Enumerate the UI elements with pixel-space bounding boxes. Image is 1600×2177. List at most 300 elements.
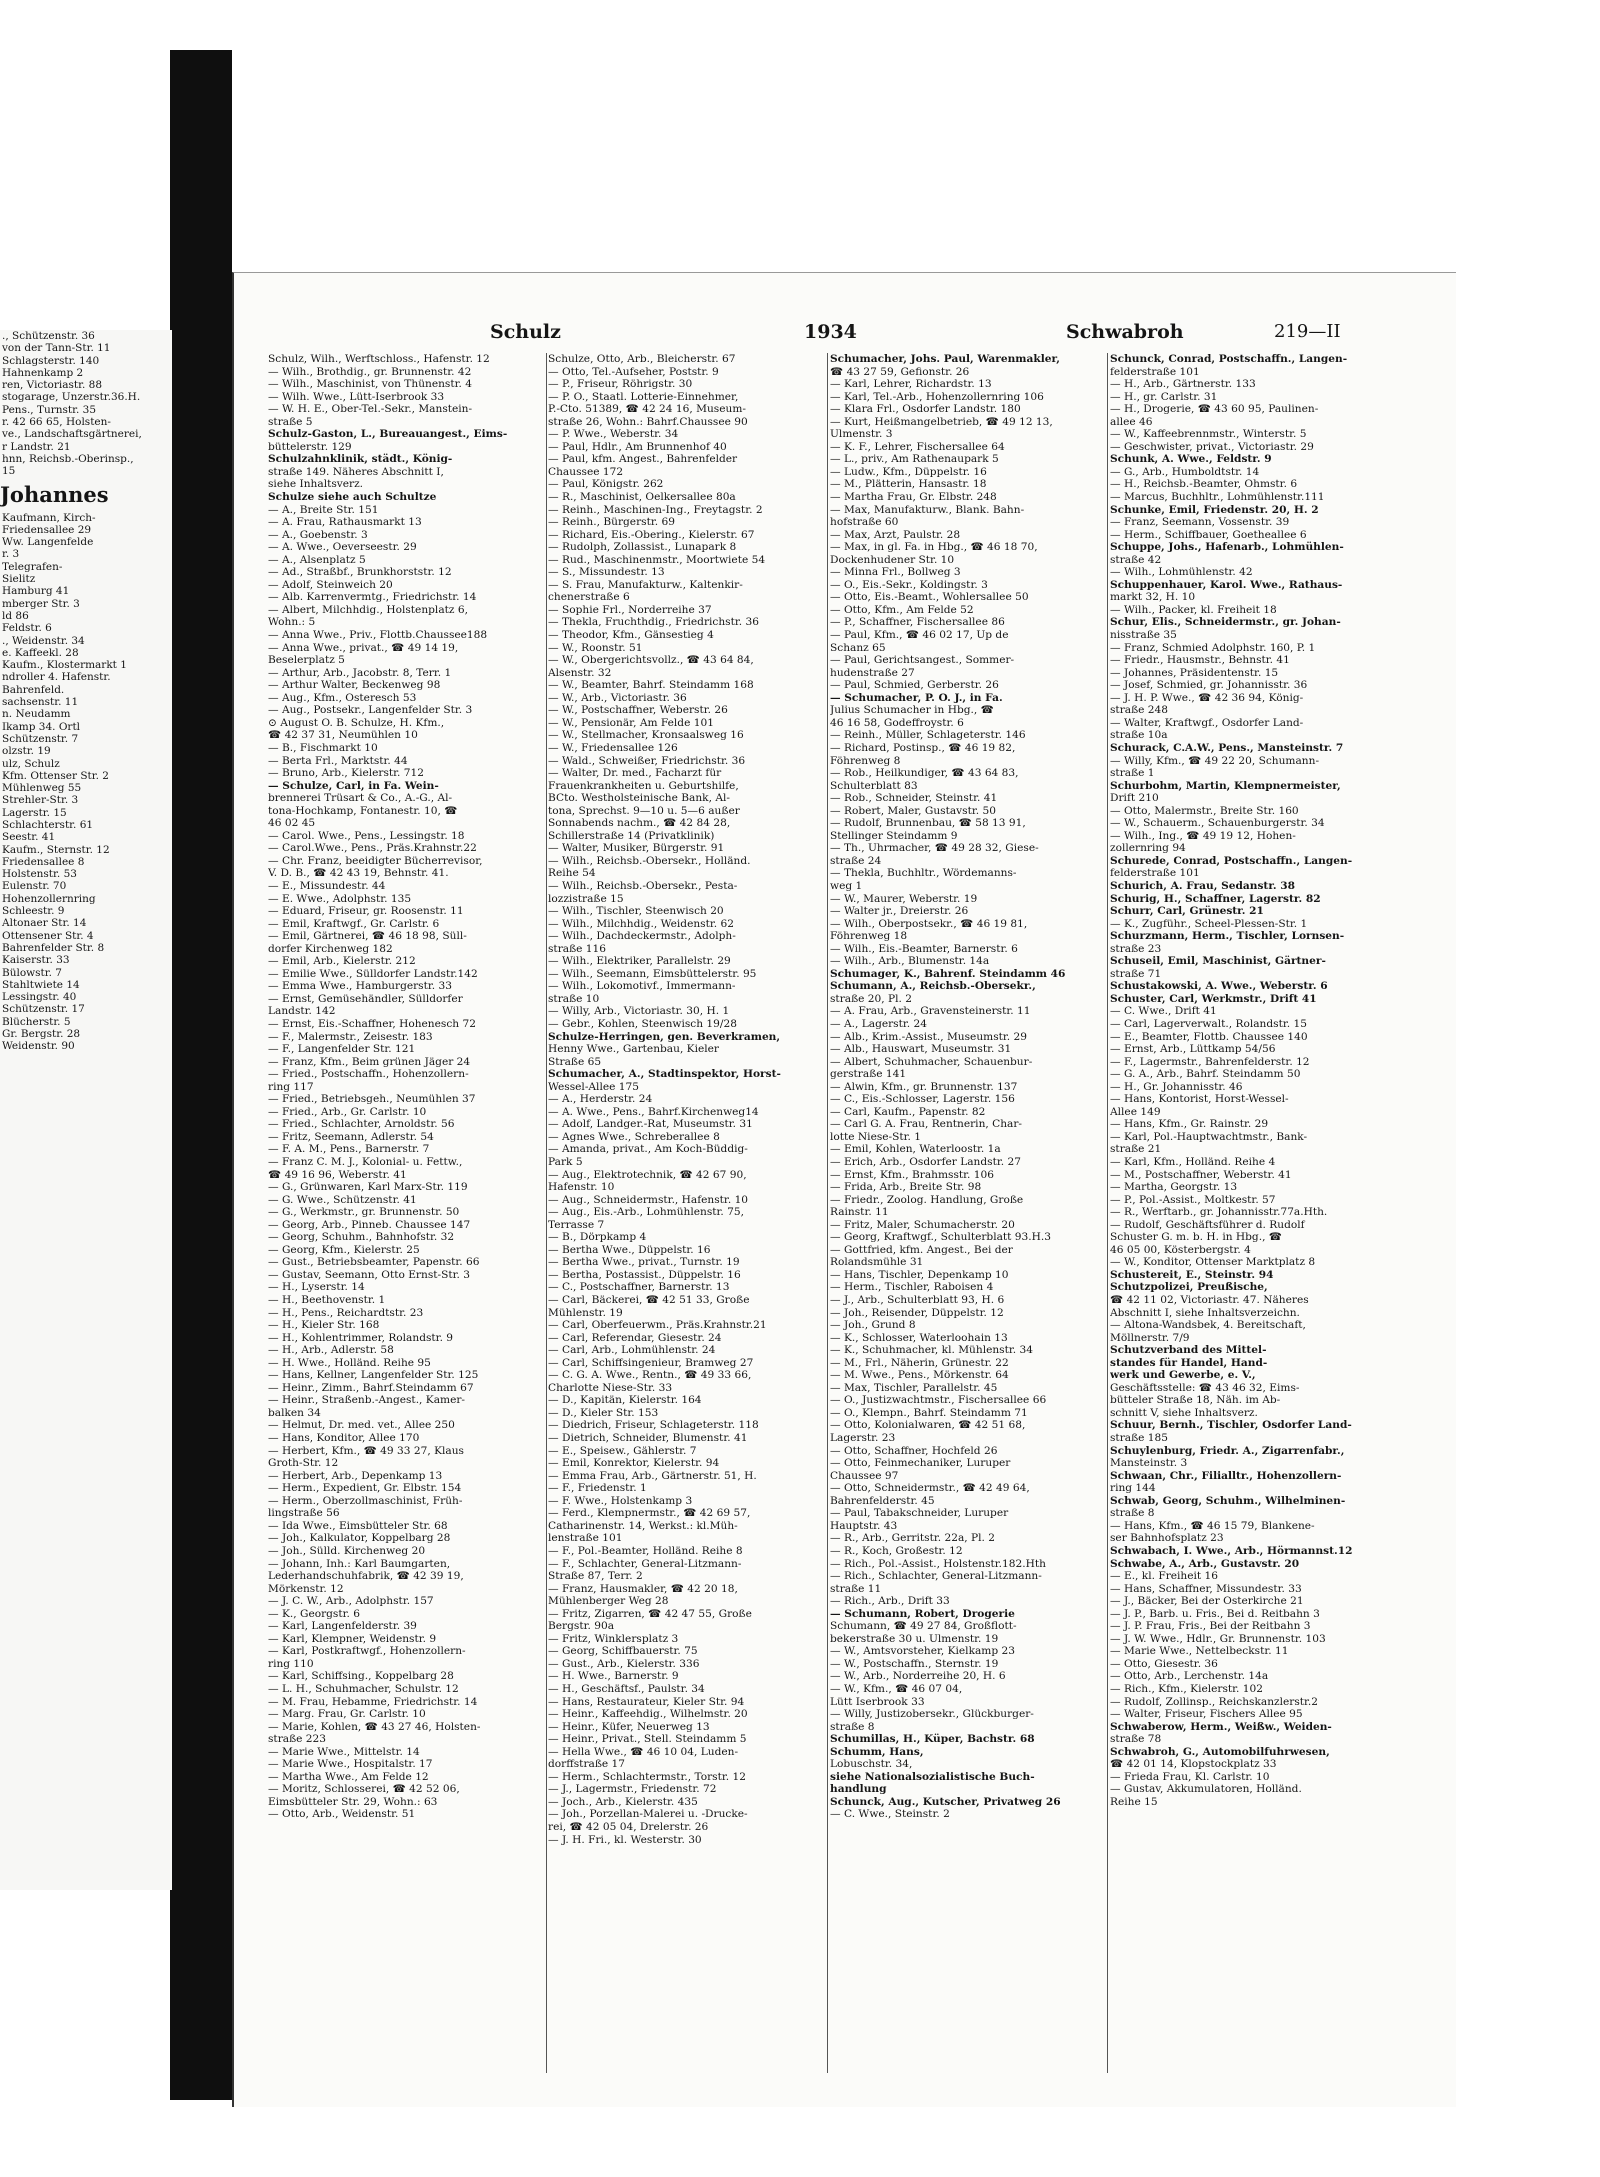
directory-entry-line: — Otto, Kolonialwaren, ☎ 42 51 68, — [830, 1419, 1026, 1432]
left-page-line: Schleestr. 9 — [2, 905, 65, 918]
directory-entry-line: — H., Kohlentrimmer, Rolandstr. 9 — [268, 1331, 454, 1344]
directory-entry-line: — F., Friedenstr. 1 — [548, 1482, 647, 1495]
directory-entry-line: lenstraße 101 — [548, 1532, 623, 1545]
directory-entry-line: Straße 65 — [548, 1055, 602, 1068]
directory-entry-line: ring 110 — [268, 1657, 314, 1670]
directory-entry-line: — Anna Wwe., Priv., Flottb.Chaussee188 — [268, 629, 488, 642]
directory-entry-line: — Paul, Gerichtsangest., Sommer- — [830, 654, 1015, 667]
directory-entry-line: — Rudolf, Zollinsp., Reichskanzlerstr.2 — [1110, 1695, 1319, 1708]
directory-entry-line: — Herbert, Arb., Depenkamp 13 — [268, 1469, 443, 1482]
directory-entry-line: — Heinr., Küfer, Neuerweg 13 — [548, 1720, 710, 1733]
left-page-line: r. 3 — [2, 548, 20, 561]
directory-entry-line: — Hans, Kfm., ☎ 46 15 79, Blankene- — [1110, 1519, 1315, 1532]
directory-entry-line: — Arthur Walter, Beckenweg 98 — [268, 679, 441, 692]
directory-entry-line: — Willy, Justizobersekr., Glückburger- — [830, 1708, 1034, 1721]
header-year: 1934 — [804, 321, 857, 343]
directory-entry-line: — Karl, Tel.-Arb., Hohenzollernring 106 — [830, 390, 1044, 403]
directory-entry-line: — E., kl. Freiheit 16 — [1110, 1570, 1218, 1583]
directory-entry-line: — E. Wwe., Adolphstr. 135 — [268, 892, 412, 905]
column-2 — [548, 353, 824, 2073]
header-page-number: 219—II — [1274, 321, 1341, 342]
directory-entry-line: Frauenkrankheiten u. Geburtshilfe, — [548, 779, 739, 792]
directory-entry-line: — W. H. E., Ober-Tel.-Sekr., Manstein- — [268, 403, 473, 416]
directory-entry-line: straße 149. Näheres Abschnitt I, — [268, 465, 444, 478]
directory-entry-line: — Emil, Kraftwgf., Gr. Carlstr. 6 — [268, 917, 440, 930]
directory-entry-line: — W., Friedensallee 126 — [548, 741, 678, 754]
left-page-line: ld 86 — [2, 609, 29, 622]
directory-entry-line: — Wilh., Lohmühlenstr. 42 — [1110, 566, 1253, 579]
directory-entry-line: P.-Cto. 51389, ☎ 42 24 16, Museum- — [548, 403, 746, 416]
left-page-top-lines — [0, 330, 172, 478]
directory-entry-line: — Otto, Arb., Weidenstr. 51 — [268, 1808, 416, 1821]
directory-entry-line: — K., Georgstr. 6 — [268, 1607, 361, 1620]
directory-entry-line: — Emil, Arb., Kielerstr. 212 — [268, 955, 416, 968]
directory-entry-line: — Carol. Wwe., Pens., Lessingstr. 18 — [268, 829, 465, 842]
directory-entry-line: — Schulze, Carl, in Fa. Wein- — [268, 779, 439, 792]
directory-entry-line: straße 5 — [268, 415, 313, 428]
directory-entry-line: Allee 149 — [1110, 1105, 1161, 1118]
directory-entry-line: straße 78 — [1110, 1733, 1162, 1746]
directory-entry-line: — Paul, Tabakschneider, Luruper — [830, 1507, 1009, 1520]
directory-entry-line: Chaussee 97 — [830, 1469, 899, 1482]
directory-entry-line: markt 32, H. 10 — [1110, 591, 1196, 604]
left-page-line: Friedensallee 8 — [2, 855, 85, 868]
directory-entry-line: — W., Beamter, Bahrf. Steindamm 168 — [548, 679, 754, 692]
directory-entry-line: siehe Inhaltsverz. — [268, 478, 364, 491]
left-page-line: Ikamp 34. Ortl — [2, 720, 81, 733]
left-page-line: Schützenstr. 7 — [2, 732, 79, 745]
directory-entry-line: straße 21 — [1110, 1143, 1162, 1156]
directory-entry-line: — Wald., Schweißer, Friedrichstr. 36 — [548, 754, 746, 767]
directory-entry-line: ring 117 — [268, 1080, 314, 1093]
directory-entry-line: standes für Handel, Hand- — [1110, 1356, 1268, 1369]
directory-entry-line: Park 5 — [548, 1156, 583, 1168]
directory-entry-line: Ulmenstr. 3 — [830, 428, 893, 441]
directory-entry-line: — Altona-Wandsbek, 4. Bereitschaft, — [1110, 1319, 1306, 1332]
directory-entry-line: Lagerstr. 23 — [830, 1432, 896, 1445]
directory-entry-line: Schwab, Georg, Schuhm., Wilhelminen- — [1110, 1494, 1346, 1507]
directory-entry-line: — Rich., Pol.-Assist., Holstenstr.182.Hth — [830, 1557, 1046, 1570]
directory-entry-line: — Karl, Lehrer, Richardstr. 13 — [830, 378, 992, 391]
directory-entry-line: — P., Pol.-Assist., Moltkestr. 57 — [1110, 1193, 1276, 1206]
directory-entry-line: — Heinr., Zimm., Bahrf.Steindamm 67 — [268, 1381, 474, 1394]
directory-entry-line: Schurack, C.A.W., Pens., Mansteinstr. 7 — [1110, 741, 1344, 754]
directory-entry-line: — Johann, Inh.: Karl Baumgarten, — [268, 1557, 451, 1570]
directory-entry-line: straße 8 — [830, 1720, 875, 1733]
directory-entry-line: — Otto, Eis.-Beamt., Wohlersallee 50 — [830, 591, 1029, 604]
directory-entry-line: — Herbert, Kfm., ☎ 49 33 27, Klaus — [268, 1444, 464, 1457]
directory-entry-line: Schur, Elis., Schneidermstr., gr. Johan- — [1110, 616, 1341, 629]
directory-entry-line: — Hans, Konditor, Allee 170 — [268, 1432, 420, 1445]
left-page-line: Pens., Turnstr. 35 — [2, 403, 97, 416]
directory-entry-line: Abschnitt I, siehe Inhaltsverzeichn. — [1110, 1306, 1300, 1319]
directory-entry-line: — H., Beethovenstr. 1 — [268, 1294, 386, 1307]
left-page-line: Kaufm., Klostermarkt 1 — [2, 659, 127, 672]
directory-entry-line: — Max, Arzt, Paulstr. 28 — [830, 528, 961, 541]
directory-entry-line: Schuster G. m. b. H. in Hbg., ☎ — [1110, 1231, 1282, 1244]
directory-entry-line: Beselerplatz 5 — [268, 654, 345, 667]
directory-entry-line: — Hans, Kfm., Gr. Rainstr. 29 — [1110, 1118, 1269, 1131]
directory-entry-line: — C. G. A. Wwe., Rentn., ☎ 49 33 66, — [548, 1369, 752, 1382]
directory-entry-line: — Franz C. M. J., Kolonial- u. Fettw., — [268, 1156, 463, 1168]
directory-entry-line: — Emil, Gärtnerei, ☎ 46 18 98, Süll- — [268, 930, 467, 943]
directory-entry-line: 46 05 00, Kösterbergstr. 4 — [1110, 1243, 1251, 1256]
directory-entry-line: — Frida, Arb., Breite Str. 98 — [830, 1181, 982, 1194]
left-page-line: Bahrenfeld. — [2, 683, 65, 696]
directory-entry-line: — Gust., Betriebsbeamter, Papenstr. 66 — [268, 1256, 480, 1269]
directory-entry-line: — Marie, Kohlen, ☎ 43 27 46, Holsten- — [268, 1720, 481, 1733]
column-rule — [1107, 353, 1108, 2073]
directory-entry-line: — Carl, Oberfeuerwm., Präs.Krahnstr.21 — [548, 1319, 767, 1332]
directory-entry-line: — M., Postschaffner, Weberstr. 41 — [1110, 1168, 1292, 1181]
directory-entry-line: balken 34 — [268, 1406, 321, 1419]
directory-entry-line: — Rich., Arb., Drift 33 — [830, 1595, 950, 1608]
directory-entry-line: — W., Konditor, Ottenser Marktplatz 8 — [1110, 1256, 1316, 1269]
directory-entry-line: — Adolf, Landger.-Rat, Museumstr. 31 — [548, 1118, 753, 1131]
directory-entry-line: Schumager, K., Bahrenf. Steindamm 46 — [830, 967, 1066, 980]
directory-entry-line: — J. C. W., Arb., Adolphstr. 157 — [268, 1595, 434, 1608]
directory-entry-line: straße 185 — [1110, 1432, 1169, 1445]
left-page-line: Sielitz — [2, 573, 36, 586]
directory-entry-line: — H., Reichsb.-Beamter, Ohmstr. 6 — [1110, 478, 1298, 491]
left-page-line: Gr. Bergstr. 28 — [2, 1028, 81, 1041]
directory-entry-line: — Marie Wwe., Hospitalstr. 17 — [268, 1758, 433, 1771]
directory-entry-line: — Wilh., Seemann, Eimsbüttelerstr. 95 — [548, 967, 757, 980]
directory-entry-line: straße 116 — [548, 942, 607, 955]
directory-entry-line: — A. Wwe., Oeverseestr. 29 — [268, 541, 417, 554]
directory-entry-line: — F., Lagermstr., Bahrenfelderstr. 12 — [1110, 1055, 1310, 1068]
directory-entry-line: — Albert, Milchhdig., Holstenplatz 6, — [268, 603, 468, 616]
directory-entry-line: — R., Werftarb., gr. Johannisstr.77a.Hth. — [1110, 1206, 1328, 1219]
directory-entry-line: tona, Sprechst. 9—10 u. 5—6 außer — [548, 804, 740, 817]
directory-entry-line: straße 20, Pl. 2 — [830, 992, 912, 1005]
directory-entry-line: handlung — [830, 1783, 887, 1796]
directory-entry-line: Schwabroh, G., Automobilfuhrwesen, — [1110, 1745, 1330, 1758]
directory-entry-line: Schulzahnklinik, städt., König- — [268, 453, 453, 466]
directory-entry-line: — Reinh., Maschinen-Ing., Freytagstr. 2 — [548, 503, 763, 516]
directory-entry-line: — Martha Wwe., Am Felde 12 — [268, 1770, 429, 1783]
directory-entry-line: — Walter, Kraftwgf., Osdorfer Land- — [1110, 716, 1304, 729]
directory-entry-line: — Georg, Schiffbauerstr. 75 — [548, 1645, 698, 1658]
directory-entry-line: — Ida Wwe., Eimsbütteler Str. 68 — [268, 1519, 448, 1532]
directory-entry-line: — Erich, Arb., Osdorfer Landstr. 27 — [830, 1156, 1021, 1168]
left-page-line: ., Weidenstr. 34 — [2, 634, 85, 647]
directory-entry-line: — Emil, Konrektor, Kielerstr. 94 — [548, 1457, 720, 1470]
left-page-line: Kaiserstr. 33 — [2, 954, 70, 967]
directory-entry-line: — Anna Wwe., privat., ☎ 49 14 19, — [268, 641, 459, 654]
left-page-line: Stahltwiete 14 — [2, 978, 80, 991]
directory-entry-line: — Max, Tischler, Parallelstr. 45 — [830, 1381, 998, 1394]
directory-entry-line: siehe Nationalsozialistische Buch- — [830, 1770, 1035, 1783]
directory-entry-line: — Alb., Hauswart, Museumstr. 31 — [830, 1043, 1012, 1056]
directory-entry-line: Schulz-Gaston, L., Bureauangest., Eims- — [268, 428, 508, 441]
directory-entry-line: — Emilie Wwe., Sülldorfer Landstr.142 — [268, 967, 478, 980]
left-page-line: Hohenzollernring — [2, 892, 96, 905]
directory-entry-line: Schulze siehe auch Schultze — [268, 491, 437, 504]
directory-entry-line: straße 248 — [1110, 704, 1169, 717]
directory-entry-line: — Wilh., Milchhdig., Weidenstr. 62 — [548, 917, 734, 930]
directory-entry-line: — Hella Wwe., ☎ 46 10 04, Luden- — [548, 1745, 739, 1758]
left-page-line: mberger Str. 3 — [2, 597, 80, 610]
left-page-heading: Johannes — [0, 481, 109, 507]
directory-entry-line: — Kurt, Heißmangelbetrieb, ☎ 49 12 13, — [830, 415, 1053, 428]
directory-entry-line: tona-Hochkamp, Fontanestr. 10, ☎ — [268, 804, 458, 817]
directory-entry-line: — W., Stellmacher, Kronsaalsweg 16 — [548, 729, 744, 742]
directory-entry-line: — Klara Frl., Osdorfer Landstr. 180 — [830, 403, 1021, 416]
directory-entry-line: — Karl, Schiffsing., Koppelbarg 28 — [268, 1670, 454, 1683]
directory-entry-line: — W., Amtsvorsteher, Kielkamp 23 — [830, 1645, 1015, 1658]
directory-entry-line: Schwaberow, Herm., Weißw., Weiden- — [1110, 1720, 1332, 1733]
directory-entry-line: — Paul, Hdlr., Am Brunnenhof 40 — [548, 440, 727, 453]
directory-entry-line: — Aug., Schneidermstr., Hafenstr. 10 — [548, 1193, 749, 1206]
directory-entry-line: — Fritz, Zigarren, ☎ 42 47 55, Große — [548, 1607, 752, 1620]
directory-entry-line: — W., Kaffeebrennmstr., Winterstr. 5 — [1110, 428, 1307, 441]
directory-entry-line: — B., Dörpkamp 4 — [548, 1231, 647, 1244]
directory-entry-line: ☎ 49 16 96, Weberstr. 41 — [268, 1168, 407, 1181]
left-page-bottom-lines — [0, 512, 172, 1053]
directory-entry-line: Möllnerstr. 7/9 — [1110, 1331, 1190, 1344]
directory-entry-line: — A., Alsenplatz 5 — [268, 553, 366, 566]
directory-entry-line: — Arthur, Arb., Jacobstr. 8, Terr. 1 — [268, 666, 452, 679]
directory-entry-line: — Otto, Schaffner, Hochfeld 26 — [830, 1444, 998, 1457]
directory-entry-line: felderstraße 101 — [1110, 867, 1200, 880]
directory-entry-line: — O., Eis.-Sekr., Koldingstr. 3 — [830, 578, 988, 591]
directory-entry-line: — Martha, Georgstr. 13 — [1110, 1181, 1238, 1194]
directory-entry-line: — L. H., Schuhmacher, Schulstr. 12 — [268, 1682, 459, 1695]
directory-entry-line: — K., Schuhmacher, kl. Mühlenstr. 34 — [830, 1344, 1033, 1357]
directory-entry-line: — A., Lagerstr. 24 — [830, 1017, 927, 1030]
directory-entry-line: — Carl, Bäckerei, ☎ 42 51 33, Große — [548, 1294, 750, 1307]
directory-entry-line: — W., Pensionär, Am Felde 101 — [548, 716, 714, 729]
directory-entry-line: — Fried., Betriebsgeh., Neumühlen 37 — [268, 1093, 476, 1106]
directory-entry-line: — H., gr. Carlstr. 31 — [1110, 390, 1218, 403]
directory-entry-line: — F., Schlachter, General-Litzmann- — [548, 1557, 742, 1570]
directory-entry-line: — E., Speisew., Gählerstr. 7 — [548, 1444, 697, 1457]
directory-entry-line: Landstr. 142 — [268, 1005, 336, 1018]
directory-entry-line: Alsenstr. 32 — [548, 666, 612, 679]
directory-entry-line: — Wilh., Lokomotivf., Immermann- — [548, 980, 736, 993]
directory-entry-line: — R., Koch, Großestr. 12 — [830, 1544, 963, 1557]
directory-entry-line: 46 02 45 — [268, 817, 316, 830]
directory-entry-line: Drift 210 — [1110, 792, 1159, 805]
directory-entry-line: — Gustav, Seemann, Otto Ernst-Str. 3 — [268, 1268, 470, 1281]
directory-entry-line: — Joh., Grund 8 — [830, 1319, 916, 1332]
directory-entry-line: Schunck, Aug., Kutscher, Privatweg 26 — [830, 1795, 1061, 1808]
left-page-line: Ottensener Str. 4 — [2, 929, 94, 942]
directory-entry-line: Reihe 15 — [1110, 1795, 1158, 1808]
directory-entry-line: — Th., Uhrmacher, ☎ 49 28 32, Giese- — [830, 842, 1039, 855]
directory-entry-line: werk und Gewerbe, e. V., — [1110, 1369, 1256, 1382]
directory-entry-line: — G., Werkmstr., gr. Brunnenstr. 50 — [268, 1206, 460, 1219]
directory-entry-line: Mühlenstr. 19 — [548, 1306, 623, 1319]
directory-entry-line: ☎ 42 01 14, Klopstockplatz 33 — [1110, 1758, 1277, 1771]
directory-entry-line: — P., Schaffner, Fischersallee 86 — [830, 616, 1005, 629]
directory-entry-line: — L., priv., Am Rathenaupark 5 — [830, 453, 999, 466]
left-page-line: Telegrafen- — [2, 560, 63, 573]
directory-entry-line: — A., Breite Str. 151 — [268, 503, 379, 516]
directory-entry-line: — J., Arb., Schulterblatt 93, H. 6 — [830, 1294, 1005, 1307]
directory-entry-line: Catharinenstr. 14, Werkst.: kl.Müh- — [548, 1519, 738, 1532]
directory-entry-line: Straße 87, Terr. 2 — [548, 1570, 643, 1583]
directory-entry-line: — Rud., Maschinenmstr., Moortwiete 54 — [548, 553, 766, 566]
directory-entry-line: — H. Wwe., Barnerstr. 9 — [548, 1670, 679, 1683]
directory-entry-line: — Alb. Karrenvermtg., Friedrichstr. 14 — [268, 591, 477, 604]
left-page-line: ren, Victoriastr. 88 — [2, 379, 102, 392]
header-first-entry: Schulz — [490, 321, 561, 343]
directory-entry-line: — Wilh., Reichsb.-Obersekr., Pesta- — [548, 879, 738, 892]
directory-entry-line: — K., Schlosser, Waterloohain 13 — [830, 1331, 1008, 1344]
directory-entry-line: Lederhandschuhfabrik, ☎ 42 39 19, — [268, 1570, 464, 1583]
directory-entry-line: — Willy, Arb., Victoriastr. 30, H. 1 — [548, 1005, 730, 1018]
directory-entry-line: Mörkenstr. 12 — [268, 1582, 344, 1595]
directory-entry-line: Schillerstraße 14 (Privatklinik) — [548, 829, 715, 842]
directory-entry-line: — P., Friseur, Röhrigstr. 30 — [548, 378, 693, 391]
left-page-line: Bülowstr. 7 — [2, 966, 62, 979]
directory-entry-line: ☎ 42 37 31, Neumühlen 10 — [268, 729, 418, 742]
directory-entry-line: Schwabe, A., Arb., Gustavstr. 20 — [1110, 1557, 1300, 1570]
directory-entry-line: — Bertha Wwe., privat., Turnstr. 19 — [548, 1256, 740, 1269]
directory-entry-line: — Fried., Postschaffn., Hohenzollern- — [268, 1068, 469, 1081]
directory-entry-line: — Reinh., Bürgerstr. 69 — [548, 516, 675, 529]
directory-entry-line: — Moritz, Schlosserei, ☎ 42 52 06, — [268, 1783, 460, 1796]
directory-entry-line: ring 144 — [1110, 1482, 1156, 1495]
directory-entry-line: — Otto, Arb., Lerchenstr. 14a — [1110, 1670, 1269, 1683]
left-page-line: Eulenstr. 70 — [2, 880, 67, 893]
directory-entry-line: — F., Langenfelder Str. 121 — [268, 1043, 416, 1056]
directory-entry-line: Schulz, Wilh., Werftschloss., Hafenstr. 12 — [268, 353, 490, 365]
directory-entry-line: — Franz, Hausmakler, ☎ 42 20 18, — [548, 1582, 738, 1595]
book-gutter-shadow — [170, 50, 232, 2100]
directory-entry-line: Terrasse 7 — [548, 1218, 605, 1231]
directory-entry-line: Schunk, A. Wwe., Feldstr. 9 — [1110, 453, 1272, 466]
directory-entry-line: — Eduard, Friseur, gr. Roosenstr. 11 — [268, 905, 464, 918]
directory-entry-line: — Paul, Königstr. 262 — [548, 478, 664, 491]
directory-entry-line: — Franz, Kfm., Beim grünen Jäger 24 — [268, 1055, 471, 1068]
column-rule — [546, 353, 547, 2073]
directory-entry-line: Mansteinstr. 3 — [1110, 1457, 1188, 1470]
directory-entry-line: — Minna Frl., Bollweg 3 — [830, 566, 961, 579]
directory-entry-line: — Fried., Arb., Gr. Carlstr. 10 — [268, 1105, 427, 1118]
directory-entry-line: dorfer Kirchenweg 182 — [268, 942, 393, 955]
directory-entry-line: — Georg, Schuhm., Bahnhofstr. 32 — [268, 1231, 455, 1244]
directory-entry-line: — Ad., Straßbf., Brunkhorststr. 12 — [268, 566, 452, 579]
left-page-line: Strehler-Str. 3 — [2, 794, 79, 807]
directory-entry-line: — K., Zugführ., Scheel-Plessen-Str. 1 — [1110, 917, 1308, 930]
directory-entry-line: — Karl, Pol.-Hauptwachtmstr., Bank- — [1110, 1130, 1308, 1143]
directory-entry-line: — G., Grünwaren, Karl Marx-Str. 119 — [268, 1181, 468, 1194]
directory-entry-line: straße 11 — [830, 1582, 882, 1595]
left-page-line: stogarage, Unzerstr.36.H. — [2, 391, 141, 404]
directory-entry-line: Schumm, Hans, — [830, 1745, 924, 1758]
left-page-fragment — [0, 330, 172, 1890]
directory-entry-line: straße 10a — [1110, 729, 1168, 742]
directory-entry-line: — Fritz, Winklersplatz 3 — [548, 1632, 679, 1645]
left-page-line: ., Schützenstr. 36 — [2, 330, 95, 342]
left-page-line: Mühlenweg 55 — [2, 782, 82, 795]
directory-entry-line: — Fried., Schlachter, Arnoldstr. 56 — [268, 1118, 455, 1131]
directory-entry-line: — Aug., Elektrotechnik, ☎ 42 67 90, — [548, 1168, 747, 1181]
directory-entry-line: — W., Postschaffn., Sternstr. 19 — [830, 1657, 999, 1670]
directory-entry-line: — Wilh., Brothdig., gr. Brunnenstr. 42 — [268, 365, 472, 378]
directory-entry-line: — Berta Frl., Marktstr. 44 — [268, 754, 408, 767]
directory-entry-line: — Friedr., Hausmstr., Behnstr. 41 — [1110, 654, 1290, 667]
directory-entry-line: — J. H. Fri., kl. Westerstr. 30 — [548, 1833, 702, 1846]
directory-entry-line: — G. Wwe., Schützenstr. 41 — [268, 1193, 417, 1206]
directory-entry-line: — Thekla, Buchhltr., Wördemanns- — [830, 867, 1017, 880]
directory-entry-line: Schunke, Emil, Friedenstr. 20, H. 2 — [1110, 503, 1319, 516]
directory-entry-line: Mühlenberger Weg 28 — [548, 1595, 669, 1608]
directory-entry-line: — Adolf, Steinweich 20 — [268, 578, 393, 591]
directory-entry-line: — Gottfried, kfm. Angest., Bei der — [830, 1243, 1013, 1256]
left-page-line: r Landstr. 21 — [2, 440, 71, 453]
directory-entry-line: — H. Wwe., Holländ. Reihe 95 — [268, 1356, 431, 1369]
directory-entry-line: — Carol.Wwe., Pens., Präs.Krahnstr.22 — [268, 842, 477, 855]
directory-entry-line: chenerstraße 6 — [548, 591, 630, 604]
left-page-line: von der Tann-Str. 11 — [2, 342, 111, 355]
directory-entry-line: — Joh., Sülld. Kirchenweg 20 — [268, 1544, 426, 1557]
directory-entry-line: — Bruno, Arb., Kielerstr. 712 — [268, 767, 425, 780]
directory-entry-line: — Walter, Dr. med., Facharzt für — [548, 767, 722, 780]
directory-entry-line: Schustakowski, A. Wwe., Weberstr. 6 — [1110, 980, 1328, 993]
left-page-line: ulz, Schulz — [2, 757, 60, 770]
directory-entry-line: — P. O., Staatl. Lotterie-Einnehmer, — [548, 390, 739, 403]
directory-entry-line: — Wilh., Reichsb.-Obersekr., Holländ. — [548, 854, 751, 867]
directory-entry-line: — Rob., Schneider, Steinstr. 41 — [830, 792, 998, 805]
left-page-line: Lagerstr. 15 — [2, 806, 67, 819]
left-page-line: ndroller 4. Hafenstr. — [2, 671, 111, 684]
directory-entry-line: — Joh., Porzellan-Malerei u. -Drucke- — [548, 1808, 748, 1821]
left-page-line: Hahnenkamp 2 — [2, 366, 84, 379]
directory-entry-line: — M. Frau, Hebamme, Friedrichstr. 14 — [268, 1695, 478, 1708]
directory-entry-line: Bergstr. 90a — [548, 1620, 615, 1633]
directory-entry-line: Schumacher, Johs. Paul, Warenmakler, — [830, 353, 1060, 365]
directory-entry-line: straße 1 — [1110, 767, 1155, 780]
directory-entry-line: — Carl G. A. Frau, Rentnerin, Char- — [830, 1118, 1023, 1131]
directory-entry-line: — Paul, Schmied, Gerberstr. 26 — [830, 679, 999, 692]
directory-entry-line: straße 8 — [1110, 1507, 1155, 1520]
directory-entry-line: — D., Kieler Str. 153 — [548, 1406, 659, 1419]
directory-entry-line: Schuseil, Emil, Maschinist, Gärtner- — [1110, 955, 1326, 968]
directory-entry-line: — Fritz, Seemann, Adlerstr. 54 — [268, 1130, 434, 1143]
directory-entry-line: — Agnes Wwe., Schreberallee 8 — [548, 1130, 720, 1143]
directory-entry-line: — Carl, Lagerverwalt., Rolandstr. 15 — [1110, 1017, 1307, 1030]
directory-entry-line: Reihe 54 — [548, 867, 596, 880]
directory-entry-line: — M., Frl., Näherin, Grünestr. 22 — [830, 1356, 1009, 1369]
directory-entry-line: gerstraße 141 — [830, 1068, 907, 1081]
directory-entry-line: — Rich., Schlachter, General-Litzmann- — [830, 1570, 1042, 1583]
directory-entry-line: — J., Bäcker, Bei der Osterkirche 21 — [1110, 1595, 1304, 1608]
directory-entry-line: Eimsbütteler Str. 29, Wohn.: 63 — [268, 1795, 438, 1808]
directory-entry-line: — Friedr., Zoolog. Handlung, Große — [830, 1193, 1024, 1206]
directory-entry-line: — Richard, Eis.-Obering., Kielerstr. 67 — [548, 528, 755, 541]
directory-entry-line: nisstraße 35 — [1110, 629, 1177, 642]
directory-entry-line: — Gebr., Kohlen, Steenwisch 19/28 — [548, 1017, 737, 1030]
directory-entry-line: — Karl, Langenfelderstr. 39 — [268, 1620, 417, 1633]
header-last-entry: Schwabroh — [1066, 321, 1184, 343]
directory-entry-line: — Otto, Tel.-Aufseher, Poststr. 9 — [548, 365, 719, 378]
directory-entry-line: — Dietrich, Schneider, Blumenstr. 41 — [548, 1432, 748, 1445]
directory-entry-line: — Rob., Heilkundiger, ☎ 43 64 83, — [830, 767, 1019, 780]
directory-entry-line: Schurbohm, Martin, Klempnermeister, — [1110, 779, 1341, 792]
directory-entry-line: — Theodor, Kfm., Gänsestieg 4 — [548, 629, 714, 642]
directory-entry-line: Schuylenburg, Friedr. A., Zigarrenfabr., — [1110, 1444, 1345, 1457]
directory-entry-line: — W., Arb., Victoriastr. 36 — [548, 691, 687, 704]
directory-entry-line: Lütt Iserbrook 33 — [830, 1695, 925, 1708]
directory-entry-line: bekerstraße 30 u. Ulmenstr. 19 — [830, 1632, 999, 1645]
directory-entry-line: — Wilh., Packer, kl. Freiheit 18 — [1110, 603, 1277, 616]
directory-entry-line: — Max, Manufakturw., Blank. Bahn- — [830, 503, 1025, 516]
directory-entry-line: — Marie Wwe., Nettelbeckstr. 11 — [1110, 1645, 1289, 1658]
